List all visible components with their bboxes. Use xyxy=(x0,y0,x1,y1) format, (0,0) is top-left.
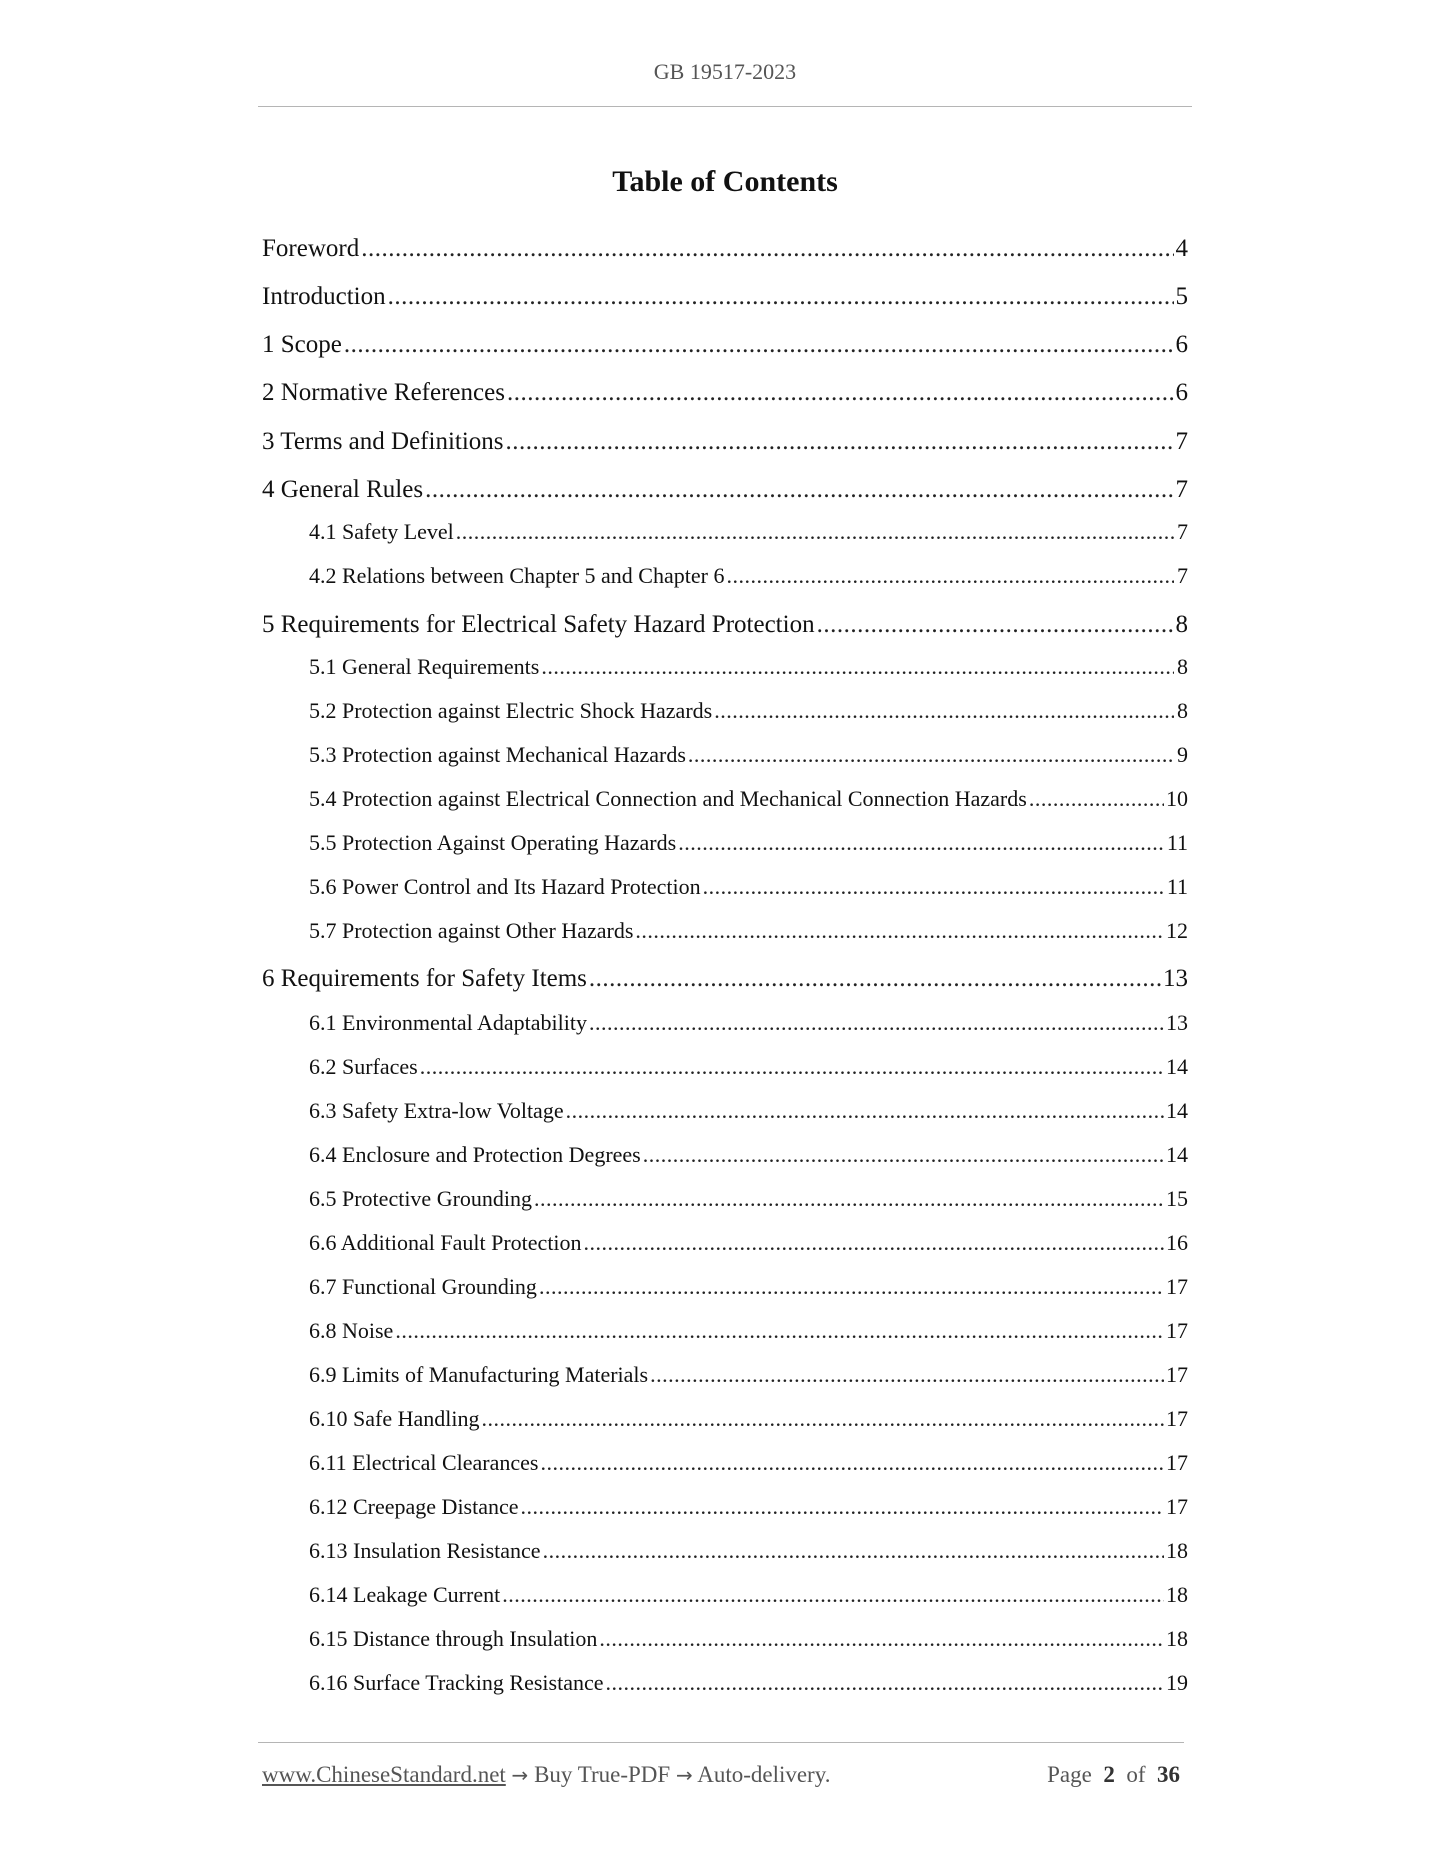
toc-entry-section[interactable] xyxy=(309,1536,1188,1566)
toc-entry-label: 6.12 Creepage Distance xyxy=(309,1494,519,1519)
toc-entry-page-number: 5 xyxy=(1175,283,1188,310)
toc-dot-leader xyxy=(420,1052,1164,1082)
toc-entry-page-number: 8 xyxy=(1175,611,1188,638)
toc-entry-section[interactable] xyxy=(309,1272,1188,1302)
toc-entry-label: 6.13 Insulation Resistance xyxy=(309,1538,541,1563)
toc-entry-label: 6.5 Protective Grounding xyxy=(309,1186,533,1211)
toc-dot-leader xyxy=(344,328,1174,362)
toc-entry-label: 5.7 Protection against Other Hazards xyxy=(309,918,634,943)
toc-entry-section[interactable] xyxy=(309,517,1188,547)
toc-entry-label: 5 Requirements for Electrical Safety Hazard Protection xyxy=(262,611,815,638)
toc-dot-leader xyxy=(507,376,1174,410)
toc-entry-section[interactable] xyxy=(309,1140,1188,1170)
toc-entry-page-number: 11 xyxy=(1166,874,1188,899)
toc-dot-leader xyxy=(726,561,1174,591)
website-link[interactable]: www.ChineseStandard.net xyxy=(262,1762,506,1787)
toc-dot-leader xyxy=(714,696,1174,726)
page-counter xyxy=(1047,1760,1180,1790)
toc-dot-leader xyxy=(481,1404,1164,1434)
running-header: GB 19517-2023 xyxy=(653,59,797,84)
arrow-right-icon: → xyxy=(511,1763,529,1787)
toc-entry-section[interactable] xyxy=(309,1360,1188,1390)
toc-dot-leader xyxy=(643,1140,1164,1170)
toc-entry-label: Introduction xyxy=(262,283,386,310)
toc-dot-leader xyxy=(589,962,1161,996)
header-divider xyxy=(258,106,1192,107)
toc-entry-page-number: 18 xyxy=(1166,1626,1188,1651)
toc-entry-page-number: 18 xyxy=(1166,1538,1188,1563)
toc-entry-section[interactable] xyxy=(309,828,1188,858)
toc-entry-section[interactable] xyxy=(309,652,1188,682)
toc-dot-leader xyxy=(534,1184,1164,1214)
toc-entry-page-number: 10 xyxy=(1166,786,1188,811)
toc-entry-chapter[interactable] xyxy=(262,376,1188,410)
toc-dot-leader xyxy=(703,872,1165,902)
toc-dot-leader xyxy=(506,425,1174,459)
page-word: Page xyxy=(1047,1762,1092,1787)
toc-entry-label: 3 Terms and Definitions xyxy=(262,428,504,455)
toc-dot-leader xyxy=(425,473,1173,507)
toc-entry-label: 6.7 Functional Grounding xyxy=(309,1274,537,1299)
toc-entry-label: 5.5 Protection Against Operating Hazards xyxy=(309,830,677,855)
toc-entry-section[interactable] xyxy=(309,872,1188,902)
toc-entry-page-number: 19 xyxy=(1166,1670,1188,1695)
footer-promo xyxy=(262,1760,830,1790)
toc-entry-section[interactable] xyxy=(309,1668,1188,1698)
toc-dot-leader xyxy=(543,1536,1164,1566)
toc-entry-label: 5.4 Protection against Electrical Connection and Mechanical Connection Hazards xyxy=(309,786,1027,811)
toc-entry-page-number: 4 xyxy=(1175,235,1188,262)
toc-entry-page-number: 8 xyxy=(1177,654,1188,679)
toc-entry-page-number: 14 xyxy=(1166,1098,1188,1123)
delivery-text: Auto-delivery. xyxy=(697,1762,831,1787)
toc-entry-section[interactable] xyxy=(309,740,1188,770)
toc-entry-label: 6.6 Additional Fault Protection xyxy=(309,1230,582,1255)
toc-entry-label: 6.15 Distance through Insulation xyxy=(309,1626,598,1651)
toc-entry-page-number: 18 xyxy=(1166,1582,1188,1607)
toc-entry-chapter[interactable] xyxy=(262,608,1188,642)
toc-dot-leader xyxy=(361,232,1173,266)
toc-entry-label: 4.2 Relations between Chapter 5 and Chapter 6 xyxy=(309,563,725,588)
toc-entry-label: 6.1 Environmental Adaptability xyxy=(309,1010,588,1035)
toc-entry-section[interactable] xyxy=(309,1316,1188,1346)
toc-entry-page-number: 17 xyxy=(1166,1450,1188,1475)
toc-entry-page-number: 8 xyxy=(1177,698,1188,723)
total-page-number: 36 xyxy=(1157,1762,1180,1787)
toc-entry-chapter[interactable] xyxy=(262,232,1188,266)
toc-dot-leader xyxy=(606,1668,1165,1698)
toc-entry-label: 6.4 Enclosure and Protection Degrees xyxy=(309,1142,641,1167)
toc-entry-section[interactable] xyxy=(309,1624,1188,1654)
toc-entry-label: 5.2 Protection against Electric Shock Hazards xyxy=(309,698,713,723)
toc-entry-section[interactable] xyxy=(309,916,1188,946)
toc-dot-leader xyxy=(589,1008,1164,1038)
toc-entry-page-number: 14 xyxy=(1166,1054,1188,1079)
toc-entry-label: 5.6 Power Control and Its Hazard Protection xyxy=(309,874,701,899)
toc-entry-label: 5.1 General Requirements xyxy=(309,654,540,679)
toc-entry-label: 2 Normative References xyxy=(262,379,505,406)
toc-dot-leader xyxy=(650,1360,1164,1390)
toc-entry-section[interactable] xyxy=(309,696,1188,726)
toc-entry-page-number: 17 xyxy=(1166,1406,1188,1431)
toc-entry-label: 6.16 Surface Tracking Resistance xyxy=(309,1670,604,1695)
toc-dot-leader xyxy=(540,1448,1164,1478)
buy-text: Buy True-PDF xyxy=(534,1762,671,1787)
toc-dot-leader xyxy=(584,1228,1164,1258)
toc-dot-leader xyxy=(635,916,1164,946)
toc-dot-leader xyxy=(502,1580,1164,1610)
toc-entry-section[interactable] xyxy=(309,1228,1188,1258)
current-page-number: 2 xyxy=(1103,1762,1115,1787)
toc-entry-chapter[interactable] xyxy=(262,962,1188,996)
arrow-right-icon: → xyxy=(675,1763,693,1787)
toc-entry-label: 5.3 Protection against Mechanical Hazards xyxy=(309,742,686,767)
toc-entry-page-number: 16 xyxy=(1166,1230,1188,1255)
toc-dot-leader xyxy=(521,1492,1164,1522)
toc-dot-leader xyxy=(539,1272,1164,1302)
toc-dot-leader xyxy=(599,1624,1164,1654)
toc-dot-leader xyxy=(817,608,1174,642)
toc-entry-page-number: 9 xyxy=(1177,742,1188,767)
toc-entry-label: 6.11 Electrical Clearances xyxy=(309,1450,539,1475)
toc-entry-chapter[interactable] xyxy=(262,425,1188,459)
toc-entry-label: Foreword xyxy=(262,235,360,262)
toc-dot-leader xyxy=(456,517,1174,547)
toc-entry-page-number: 15 xyxy=(1166,1186,1188,1211)
toc-entry-section[interactable] xyxy=(309,561,1188,591)
toc-entry-page-number: 11 xyxy=(1166,830,1188,855)
toc-entry-section[interactable] xyxy=(309,1448,1188,1478)
toc-entry-page-number: 7 xyxy=(1177,519,1188,544)
toc-entry-page-number: 13 xyxy=(1166,1010,1188,1035)
toc-entry-label: 4 General Rules xyxy=(262,476,424,503)
toc-entry-section[interactable] xyxy=(309,1404,1188,1434)
toc-entry-chapter[interactable] xyxy=(262,280,1188,314)
toc-dot-leader xyxy=(566,1096,1164,1126)
toc-entry-page-number: 7 xyxy=(1177,563,1188,588)
page-footer xyxy=(262,1760,1180,1790)
toc-entry-page-number: 14 xyxy=(1166,1142,1188,1167)
toc-entry-page-number: 6 xyxy=(1175,379,1188,406)
toc-entry-page-number: 17 xyxy=(1166,1494,1188,1519)
page-title: Table of Contents xyxy=(612,165,838,198)
toc-entry-page-number: 7 xyxy=(1175,476,1188,503)
toc-entry-section[interactable] xyxy=(309,1492,1188,1522)
toc-entry-section[interactable] xyxy=(309,1184,1188,1214)
toc-entry-label: 6.8 Noise xyxy=(309,1318,394,1343)
toc-dot-leader xyxy=(388,280,1174,314)
toc-entry-chapter[interactable] xyxy=(262,328,1188,362)
toc-entry-label: 6.2 Surfaces xyxy=(309,1054,418,1079)
toc-dot-leader xyxy=(688,740,1174,770)
toc-entry-label: 6.9 Limits of Manufacturing Materials xyxy=(309,1362,649,1387)
toc-entry-label: 6 Requirements for Safety Items xyxy=(262,965,587,992)
toc-entry-page-number: 6 xyxy=(1175,331,1188,358)
of-word: of xyxy=(1126,1762,1146,1787)
toc-entry-section[interactable] xyxy=(309,1096,1188,1126)
toc-dot-leader xyxy=(678,828,1165,858)
toc-entry-section[interactable] xyxy=(309,784,1188,814)
toc-entry-label: 6.3 Safety Extra-low Voltage xyxy=(309,1098,564,1123)
toc-entry-section[interactable] xyxy=(309,1008,1188,1038)
toc-entry-page-number: 12 xyxy=(1166,918,1188,943)
toc-entry-label: 6.10 Safe Handling xyxy=(309,1406,480,1431)
toc-entry-label: 4.1 Safety Level xyxy=(309,519,454,544)
toc-entry-label: 6.14 Leakage Current xyxy=(309,1582,501,1607)
toc-entry-section[interactable] xyxy=(309,1052,1188,1082)
footer-divider xyxy=(258,1742,1184,1743)
toc-entry-section[interactable] xyxy=(309,1580,1188,1610)
toc-entry-label: 1 Scope xyxy=(262,331,342,358)
toc-entry-page-number: 13 xyxy=(1163,965,1188,992)
toc-entry-page-number: 17 xyxy=(1166,1274,1188,1299)
toc-dot-leader xyxy=(1029,784,1164,814)
toc-dot-leader xyxy=(541,652,1174,682)
toc-entry-page-number: 7 xyxy=(1175,428,1188,455)
toc-dot-leader xyxy=(395,1316,1164,1346)
toc-entry-page-number: 17 xyxy=(1166,1318,1188,1343)
toc-entry-chapter[interactable] xyxy=(262,473,1188,507)
toc-entry-page-number: 17 xyxy=(1166,1362,1188,1387)
